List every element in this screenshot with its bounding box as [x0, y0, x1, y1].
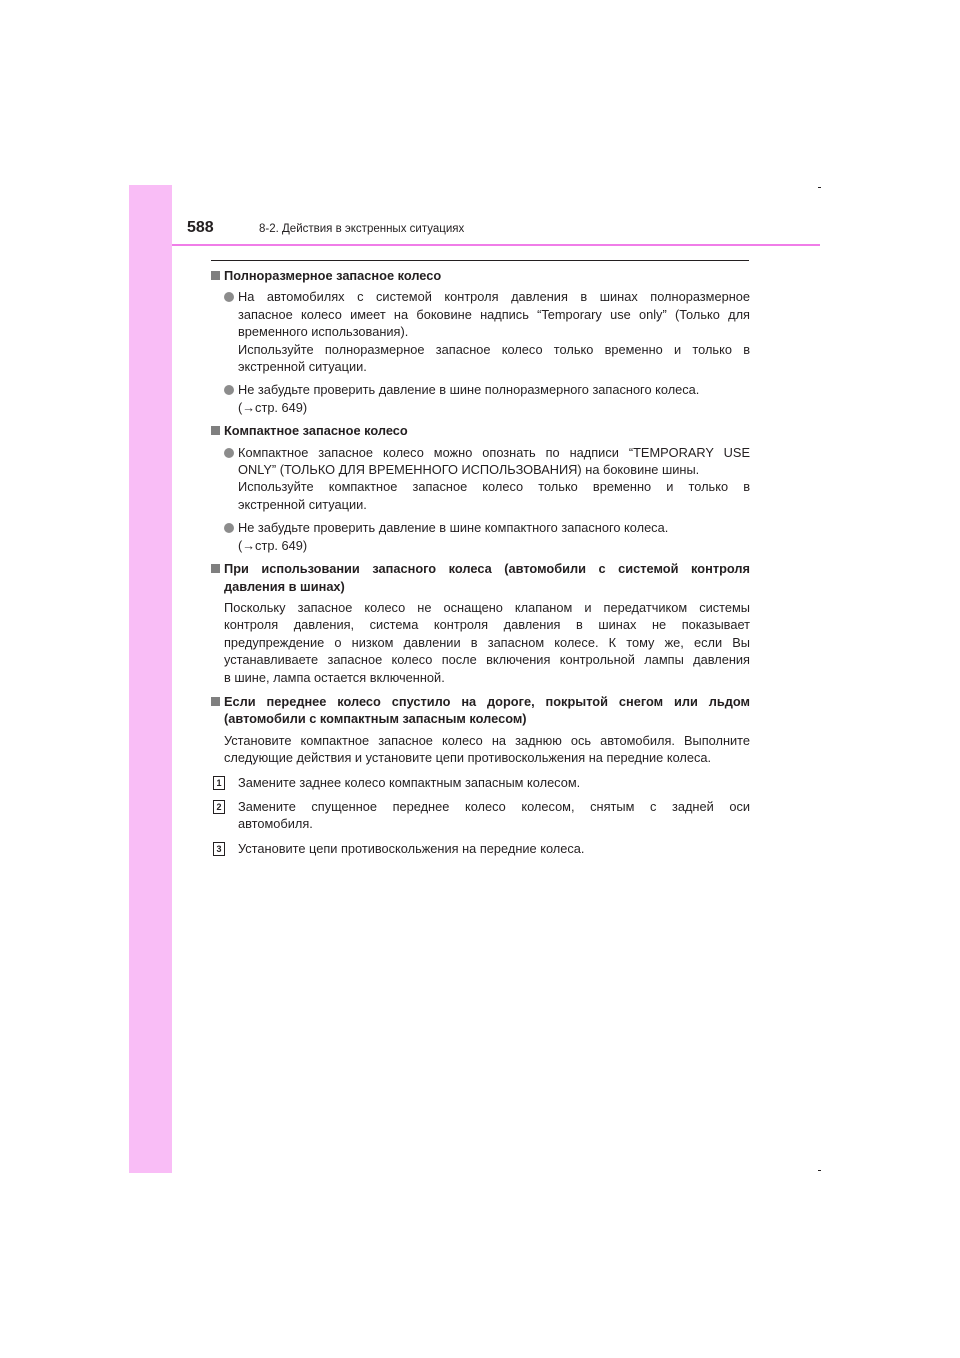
text-line: Не забудьте проверить давление в шине полноразмерного запасного колеса. [238, 382, 700, 398]
crop-mark [818, 1170, 821, 1171]
step-number-badge: 3 [213, 842, 225, 856]
page-content [211, 267, 750, 864]
text-line: Установите компактное запасное колесо на заднюю ось автомобиля. Выполните [224, 732, 750, 748]
content-top-rule [211, 260, 749, 261]
section-heading [211, 560, 750, 595]
step-item [211, 774, 750, 791]
text-line: экстренной ситуации. [238, 496, 367, 512]
text-line: Замените спущенное переднее колесо колесом, снятым с задней оси [238, 798, 750, 814]
step-number-badge: 2 [213, 800, 225, 814]
section-heading [211, 693, 750, 728]
heading-line: Если переднее колесо спустило на дороге, покрытой снегом или льдом [224, 693, 750, 709]
heading-line: (автомобили с компактным запасным колесом) [224, 711, 527, 727]
crop-mark [818, 187, 821, 188]
text-line: Используйте полноразмерное запасное колесо только временно и только в [238, 341, 750, 357]
text-line: Установите цепи противоскольжения на передние колеса. [238, 840, 585, 856]
text-line: в шине, лампа остается включенной. [224, 669, 445, 685]
paragraph [211, 732, 750, 767]
header-rule [172, 244, 820, 246]
round-bullet-icon [224, 385, 234, 395]
section-heading: Полноразмерное запасное колесо [211, 267, 750, 284]
text-line: Используйте компактное запасное колесо только временно и только в [238, 479, 750, 495]
square-bullet-icon [211, 426, 220, 435]
text-line: Поскольку запасное колесо не оснащено клапаном и передатчиком системы [224, 599, 750, 615]
round-bullet-icon [224, 448, 234, 458]
chapter-title: 8-2. Действия в экстренных ситуациях [259, 223, 465, 235]
round-bullet-icon [224, 523, 234, 533]
bullet-item [211, 381, 750, 416]
text-line: запасное колесо имеет на боковине надпись “Temporary use only” (Только для [238, 306, 750, 322]
page-reference: (→стр. 649) [238, 537, 308, 553]
side-tab-bar [129, 185, 172, 1173]
bullet-item [211, 444, 750, 514]
heading-line: При использовании запасного колеса (автомобили с системой контроля [224, 561, 750, 577]
text-line: контроля давления, система контроля давления в шинах не показывает [224, 617, 750, 633]
heading-line: давления в шинах) [224, 578, 345, 594]
text-line: Не забудьте проверить давление в шине компактного запасного колеса. [238, 520, 669, 536]
page-number: 588 [187, 219, 214, 236]
text-line: ONLY” (ТОЛЬКО ДЛЯ ВРЕМЕННОГО ИСПОЛЬЗОВАНИЯ) на боковине шины. [238, 462, 700, 478]
paragraph [211, 599, 750, 686]
text-line: временного использования). [238, 324, 409, 340]
square-bullet-icon [211, 697, 220, 706]
text-line: предупреждение о низком давлении в запасном колесе. К тому же, если Вы [224, 634, 750, 650]
step-item [211, 840, 750, 857]
square-bullet-icon [211, 564, 220, 573]
text-line: Компактное запасное колесо можно опознать по надписи “TEMPORARY USE [238, 444, 750, 460]
step-item [211, 798, 750, 833]
step-number-badge: 1 [213, 776, 225, 790]
text-line: экстренной ситуации. [238, 359, 367, 375]
text-line: На автомобилях с системой контроля давления в шинах полноразмерное [238, 289, 750, 305]
text-line: Замените заднее колесо компактным запасным колесом. [238, 774, 581, 790]
text-line: следующие действия и установите цепи противоскольжения на передние колеса. [224, 750, 712, 766]
text-line: устанавливаете запасное колесо после включения контрольной лампы давления [224, 652, 750, 668]
square-bullet-icon [211, 271, 220, 280]
round-bullet-icon [224, 292, 234, 302]
text-line: автомобиля. [238, 816, 313, 832]
bullet-item [211, 519, 750, 554]
bullet-item [211, 288, 750, 375]
page-reference: (→стр. 649) [238, 399, 308, 415]
section-heading: Компактное запасное колесо [211, 422, 750, 439]
